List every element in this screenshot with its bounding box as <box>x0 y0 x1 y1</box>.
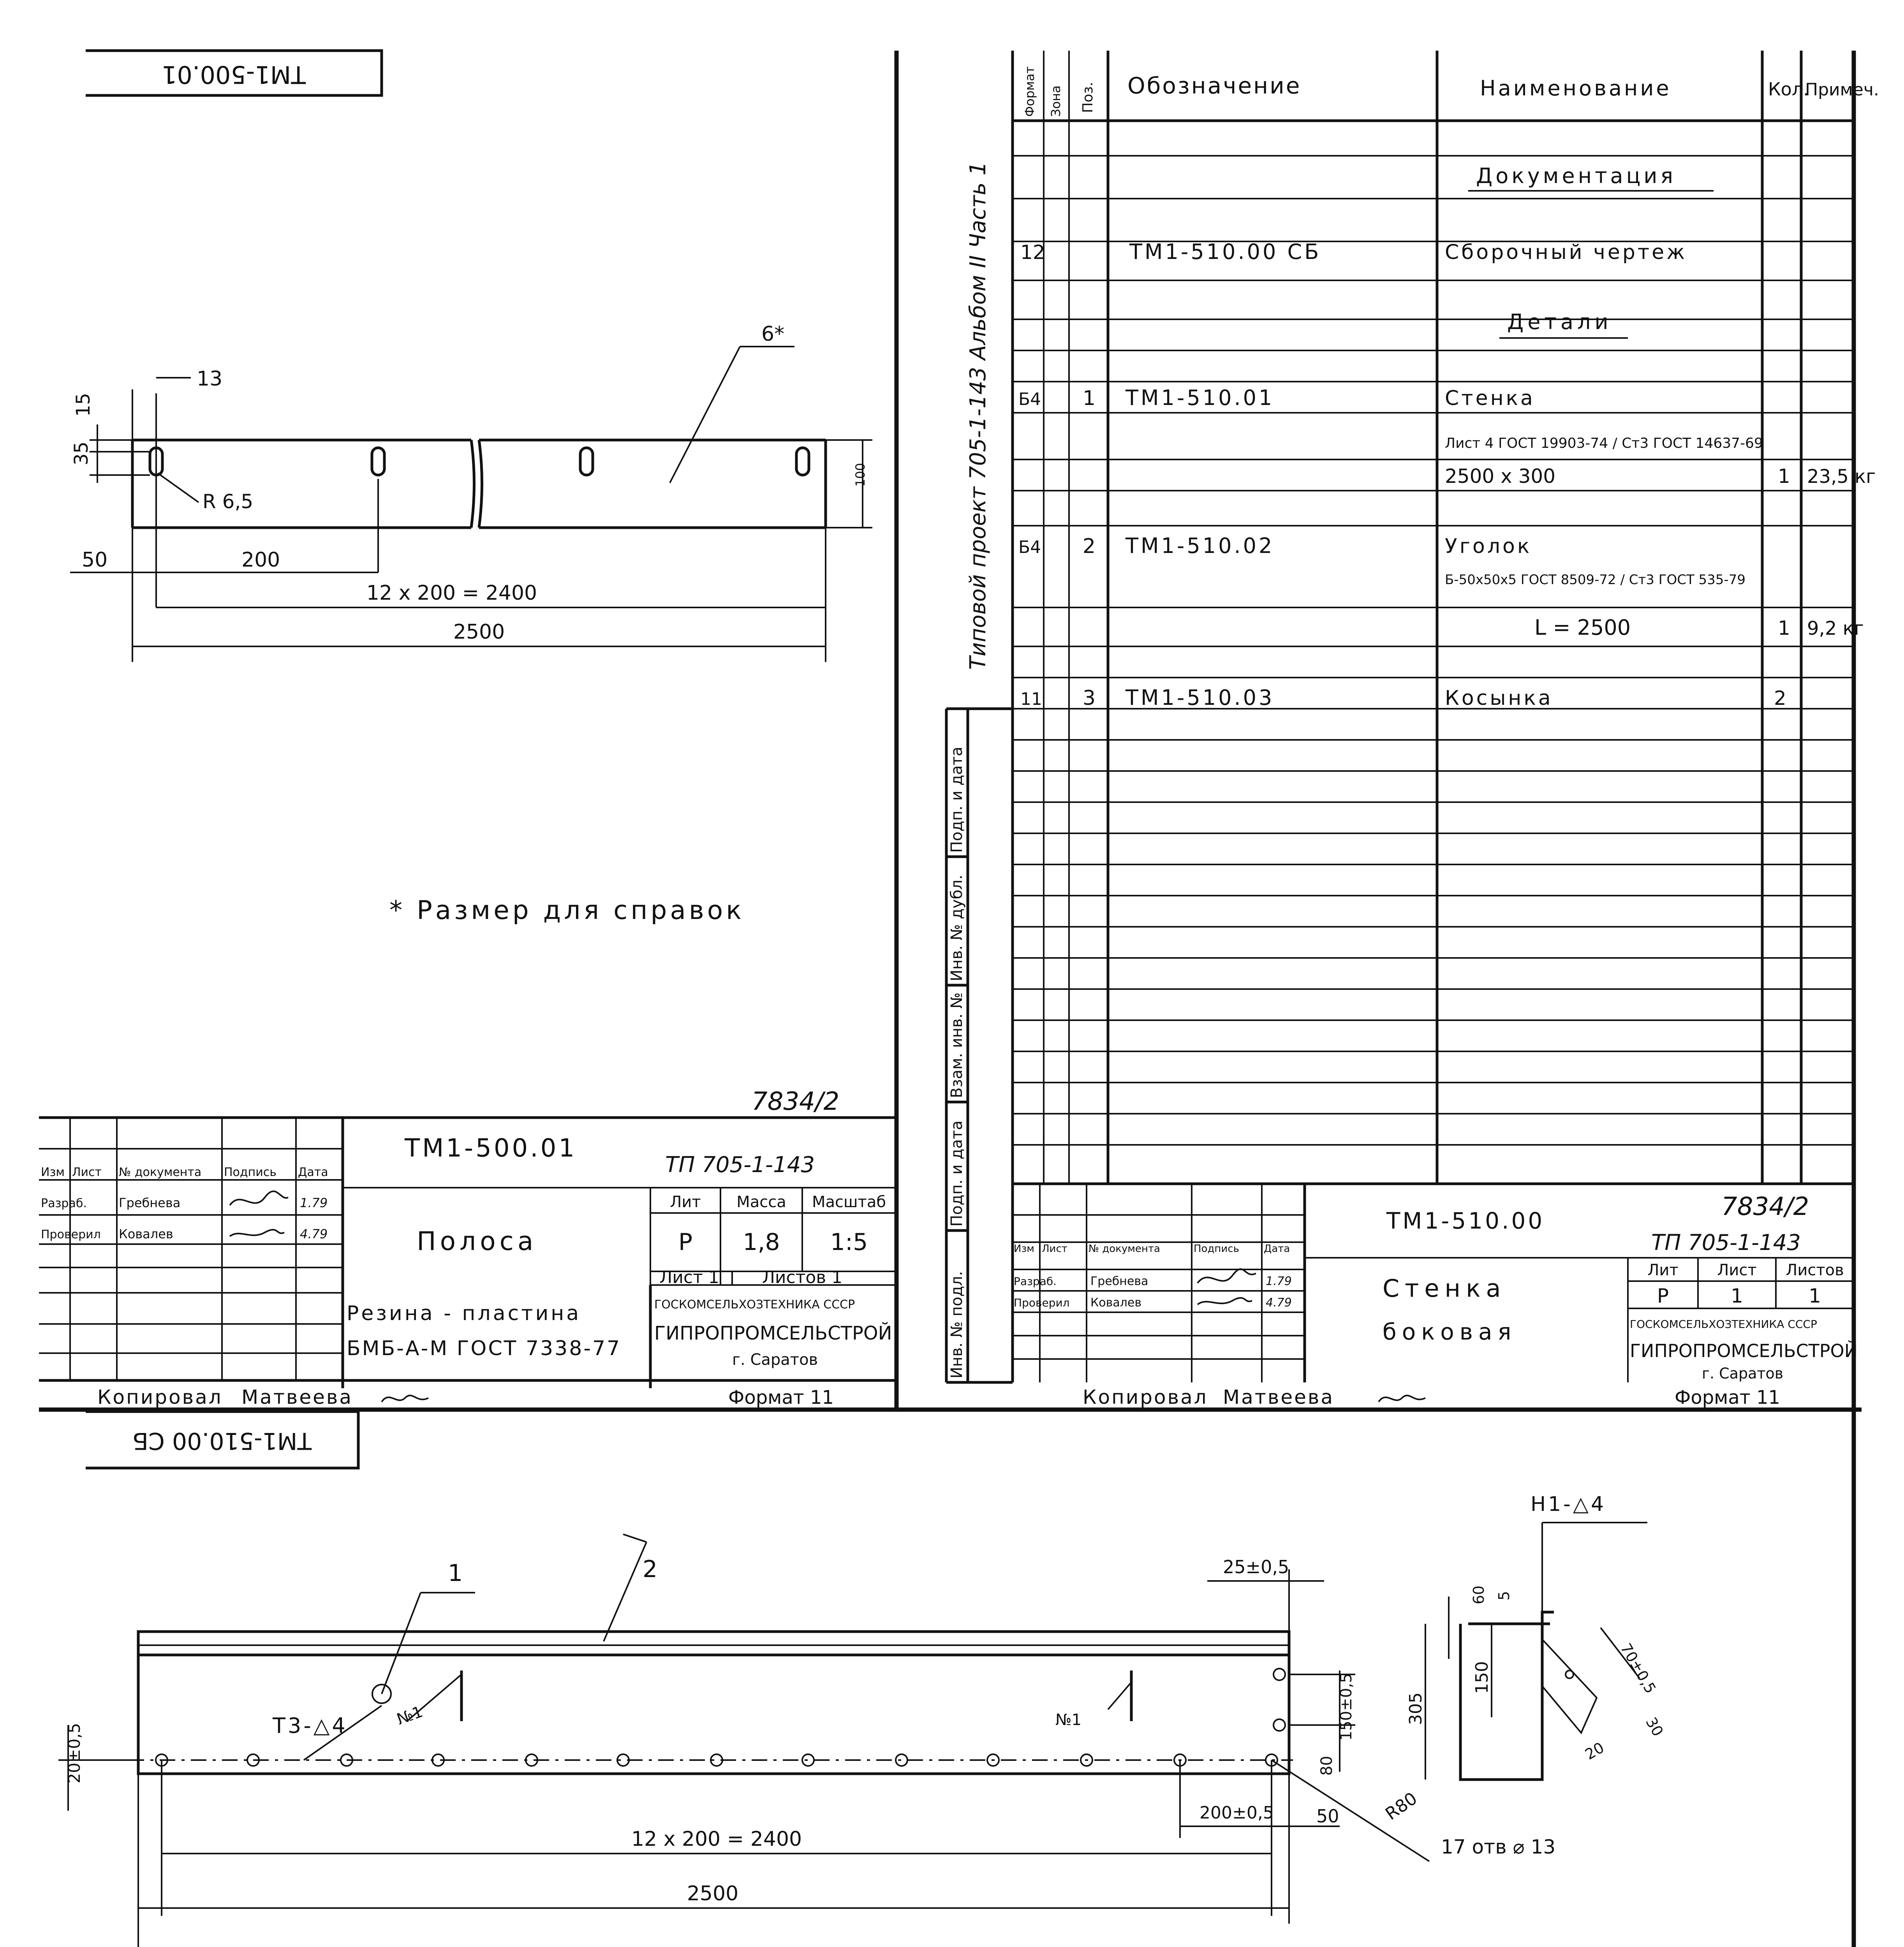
spec-row-1-pos: 1 <box>1083 387 1096 410</box>
tb500-hdr-izm: Изм <box>41 1165 65 1179</box>
spec-tb-sheet-label: Лист <box>1717 1261 1757 1279</box>
strip-dim-total: 2500 <box>453 620 505 644</box>
strip-drawing <box>70 322 872 662</box>
reference-note: * Размер для справок <box>389 895 745 925</box>
asm-callout-2: 2 <box>643 1556 658 1583</box>
spec-hdr-format: Формат <box>1022 66 1037 117</box>
spec-row-3-qty: 2 <box>1774 687 1786 709</box>
spec-tb-hdr-doc: № документа <box>1089 1243 1160 1255</box>
spec-row-2-designation: ТМ1-510.02 <box>1125 533 1275 558</box>
spec-tb-org-2: ГИПРОПРОМСЕЛЬСТРОЙ <box>1630 1340 1858 1361</box>
spec-tb-name-1: Стенка <box>1383 1274 1506 1303</box>
tb500-project: ТП 705-1-143 <box>665 1152 815 1178</box>
spec-tb-copier-signature <box>1379 1396 1425 1402</box>
tb500-mass: 1,8 <box>743 1229 780 1256</box>
spec-row-doc-heading: Документация <box>1476 164 1676 188</box>
tb500-sheet-label: Лист 1 <box>659 1267 719 1287</box>
spec-tb-sheets: 1 <box>1809 1285 1821 1307</box>
spec-row-lines <box>1013 156 1854 1145</box>
spec-row-1-qty: 1 <box>1778 465 1790 488</box>
spec-row-2-pos: 2 <box>1083 535 1096 558</box>
spec-side-field-4: Подп. и дата <box>948 1120 966 1227</box>
title-block-500 <box>39 1087 897 1408</box>
spec-side-field-2: Инв. № дубл. <box>948 875 966 981</box>
tb500-role-2: Проверил <box>41 1228 101 1241</box>
tb500-sheet-no: 7834/2 <box>752 1087 840 1116</box>
asm-dim-25: 25±0,5 <box>1223 1556 1289 1577</box>
stamp-box-500 <box>86 51 382 95</box>
asm-dim-200: 200±0,5 <box>1199 1803 1274 1823</box>
spec-row-asm-name: Сборочный чертеж <box>1445 241 1687 264</box>
spec-tb-sheets-label: Листов <box>1786 1261 1844 1279</box>
spec-side-field-3: Взам. инв. № <box>948 992 966 1098</box>
strip-dim-200: 200 <box>241 548 280 572</box>
spec-tb-date-1: 1.79 <box>1266 1275 1292 1288</box>
spec-row-1-format: Б4 <box>1018 389 1041 409</box>
spec-row-3-pos: 3 <box>1083 687 1096 710</box>
asm-n1-right: №1 <box>1055 1711 1082 1729</box>
asm-dim-pitch: 12 x 200 = 2400 <box>631 1827 802 1851</box>
asm-weld-label: Т3-△4 <box>273 1713 348 1738</box>
spec-tb-sheet-no: 7834/2 <box>1721 1192 1809 1221</box>
spec-row-2-material: Б-50x50x5 ГОСТ 8509-72 / Ст3 ГОСТ 535-79 <box>1445 572 1745 588</box>
spec-hdr-note: Примеч. <box>1805 80 1879 100</box>
spec-sheet <box>946 51 1879 1408</box>
spec-tb-person-2: Ковалев <box>1090 1296 1142 1310</box>
spec-side-project: Типовой проект 705-1-143 Альбом II Часть 1 <box>965 161 991 670</box>
spec-tb-sheet: 1 <box>1731 1285 1743 1307</box>
tb500-org-2: ГИПРОПРОМСЕЛЬСТРОЙ <box>654 1322 892 1344</box>
asm-sec-150: 150 <box>1472 1661 1492 1694</box>
spec-tb-code: ТМ1-510.00 <box>1386 1208 1545 1234</box>
strip-dim-height: 100 <box>853 463 868 487</box>
spec-row-1-name: Стенка <box>1445 387 1535 410</box>
asm-sec-305: 305 <box>1406 1692 1426 1725</box>
spec-tb-org-1: ГОСКОМСЕЛЬХОЗТЕХНИКА СССР <box>1630 1318 1817 1331</box>
tb500-copier-signature <box>382 1396 428 1402</box>
asm-dim-holes: 17 отв ⌀ 13 <box>1441 1836 1556 1858</box>
spec-row-2-format: Б4 <box>1018 537 1041 557</box>
tb500-lit: Р <box>678 1229 693 1256</box>
spec-row-3-designation: ТМ1-510.03 <box>1125 685 1275 710</box>
angle-section <box>1406 1493 1666 1780</box>
spec-side-field-5: Инв. № подл. <box>948 1271 966 1378</box>
spec-hdr-designation: Обозначение <box>1127 72 1302 99</box>
spec-hdr-zone: Зона <box>1048 85 1063 117</box>
tb500-person-1: Гребнева <box>119 1195 181 1210</box>
spec-row-1-size: 2500 x 300 <box>1445 465 1556 488</box>
spec-row-asm-designation: ТМ1-510.00 СБ <box>1129 239 1321 264</box>
asm-sec-20: 20 <box>1582 1739 1607 1763</box>
spec-row-2-name: Уголок <box>1445 535 1532 558</box>
asm-dim-50: 50 <box>1316 1806 1339 1827</box>
spec-row-1-designation: ТМ1-510.01 <box>1125 386 1275 410</box>
spec-tb-lit: Р <box>1657 1285 1669 1307</box>
tb500-hdr-date: Дата <box>298 1165 328 1179</box>
tb500-sheets-label: Листов 1 <box>762 1267 843 1287</box>
spec-row-3-name: Косынка <box>1445 687 1553 710</box>
tb500-org-3: г. Саратов <box>732 1351 818 1369</box>
strip-dim-radius: R 6,5 <box>203 490 254 513</box>
spec-hdr-name: Наименование <box>1480 76 1672 100</box>
spec-tb-hdr-list: Лист <box>1042 1243 1067 1255</box>
strip-dim-13: 13 <box>197 367 223 391</box>
strip-dim-15: 15 <box>72 393 94 417</box>
spec-row-1-note: 23,5 кг <box>1807 466 1876 488</box>
strip-dim-50: 50 <box>82 548 108 572</box>
asm-sec-30: 30 <box>1642 1714 1667 1739</box>
tb500-signature-1 <box>230 1191 288 1205</box>
tb500-copier: Матвеева <box>241 1386 353 1408</box>
tb500-person-2: Ковалев <box>119 1227 173 1241</box>
spec-tb-signature-2 <box>1198 1298 1252 1304</box>
spec-tb-hdr-date: Дата <box>1264 1243 1290 1255</box>
spec-tb-copied: Копировал <box>1083 1386 1208 1408</box>
asm-sec-70: 70±0,5 <box>1617 1640 1659 1697</box>
asm-dim-20: 20±0,5 <box>65 1723 84 1783</box>
tb500-name: Полоса <box>417 1226 537 1256</box>
asm-sec-60: 60 <box>1470 1585 1487 1604</box>
spec-tb-date-2: 4.79 <box>1266 1296 1292 1310</box>
spec-tb-name-2: боковая <box>1383 1319 1517 1345</box>
tb500-mass-label: Масса <box>736 1193 786 1211</box>
asm-dim-80: 80 <box>1318 1756 1336 1776</box>
spec-hdr-qty: Кол. <box>1768 79 1809 100</box>
tb500-date-1: 1.79 <box>300 1195 328 1210</box>
asm-sec-5: 5 <box>1495 1591 1513 1600</box>
side-wall-front-view <box>58 1534 1555 1947</box>
spec-tb-role-2: Проверил <box>1014 1296 1070 1309</box>
spec-row-3-format: 11 <box>1020 689 1042 709</box>
tb500-lit-label: Лит <box>670 1193 701 1211</box>
spec-tb-signature-1 <box>1198 1269 1256 1283</box>
asm-n1-left: №1 <box>394 1702 425 1729</box>
spec-tb-format: Формат 11 <box>1675 1387 1781 1408</box>
tb500-material-2: БМБ-А-М ГОСТ 7338-77 <box>347 1337 622 1360</box>
spec-tb-person-1: Гребнева <box>1090 1275 1148 1288</box>
tb500-signature-2 <box>230 1230 284 1236</box>
tb500-hdr-doc: № документа <box>119 1165 202 1179</box>
tb500-role-1: Разраб. <box>41 1197 87 1210</box>
spec-tb-hdr-izm: Изм <box>1014 1243 1034 1255</box>
tb500-hdr-sign: Подпись <box>224 1165 277 1179</box>
asm-dim-r80: R80 <box>1382 1788 1421 1824</box>
tb500-code: ТМ1-500.01 <box>404 1134 577 1163</box>
asm-dim-150: 150±0,5 <box>1337 1673 1355 1741</box>
spec-tb-copier: Матвеева <box>1223 1386 1335 1408</box>
spec-row-asm-format: 12 <box>1020 241 1045 264</box>
spec-row-2-length: L = 2500 <box>1534 615 1631 640</box>
spec-tb-project: ТП 705-1-143 <box>1651 1230 1801 1255</box>
tb500-date-2: 4.79 <box>300 1227 328 1241</box>
spec-row-2-qty: 1 <box>1778 617 1790 639</box>
spec-tb-hdr-sign: Подпись <box>1194 1243 1239 1255</box>
spec-side-field-1: Подп. и дата <box>948 746 966 853</box>
tb500-hdr-list: Лист <box>72 1165 102 1179</box>
spec-tb-org-3: г. Саратов <box>1702 1365 1784 1382</box>
strip-dim-pitch: 12 x 200 = 2400 <box>366 581 537 605</box>
asm-callout-1: 1 <box>448 1560 463 1587</box>
spec-row-2-note: 9,2 кг <box>1807 618 1864 639</box>
tb500-material-1: Резина - пластина <box>347 1302 581 1325</box>
tb500-scale: 1:5 <box>830 1229 868 1256</box>
spec-hdr-pos: Поз. <box>1080 82 1096 113</box>
tb500-format: Формат 11 <box>728 1387 834 1408</box>
tb500-scale-label: Масштаб <box>812 1193 886 1211</box>
tb500-copied: Копировал <box>97 1386 223 1408</box>
stamp-box-510 <box>86 1412 358 1468</box>
strip-dim-35: 35 <box>70 441 92 465</box>
stamp-code-510: ТМ1-510.00 СБ <box>132 1427 312 1454</box>
spec-tb-lit-label: Лит <box>1647 1261 1679 1279</box>
spec-row-1-material: Лист 4 ГОСТ 19903-74 / Ст3 ГОСТ 14637-69 <box>1445 435 1763 451</box>
strip-size-mark: 6* <box>761 322 785 346</box>
spec-tb-role-1: Разраб. <box>1014 1275 1057 1288</box>
stamp-code-500: ТМ1-500.01 <box>161 60 306 89</box>
tb500-org-1: ГОСКОМСЕЛЬХОЗТЕХНИКА СССР <box>654 1298 855 1311</box>
asm-weld-label-2: Н1-△4 <box>1531 1493 1606 1516</box>
spec-row-parts-heading: Детали <box>1507 310 1612 334</box>
asm-dim-total: 2500 <box>687 1882 739 1905</box>
